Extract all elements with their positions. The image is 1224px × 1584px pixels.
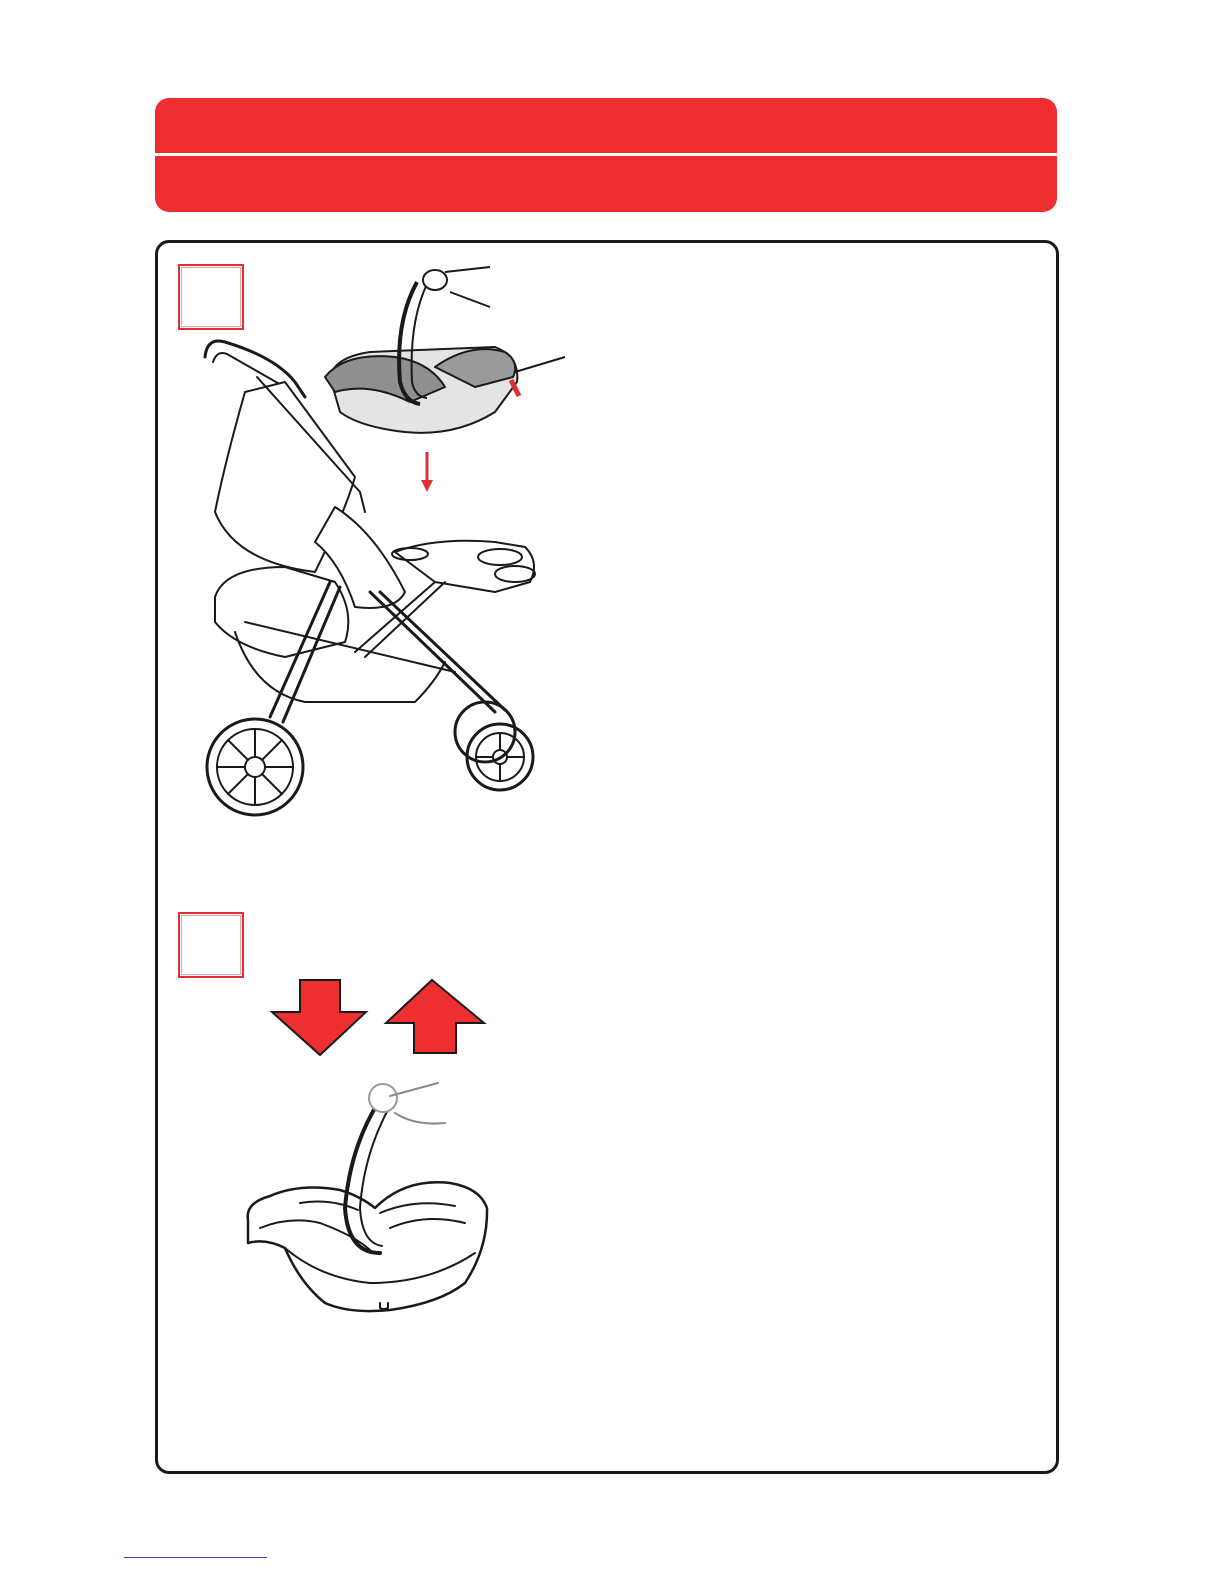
step-2-number-box: [178, 912, 244, 978]
direction-arrows: [262, 975, 492, 1060]
arrow-down-icon: [272, 980, 366, 1055]
header-band: [155, 98, 1057, 212]
arrow-up-icon: [386, 980, 484, 1053]
header-divider: [155, 153, 1057, 156]
stroller-with-infant-car-seat-icon: [195, 262, 575, 822]
footer-link-underline: [124, 1557, 267, 1558]
infant-car-seat-carrier-icon: [240, 1078, 500, 1323]
